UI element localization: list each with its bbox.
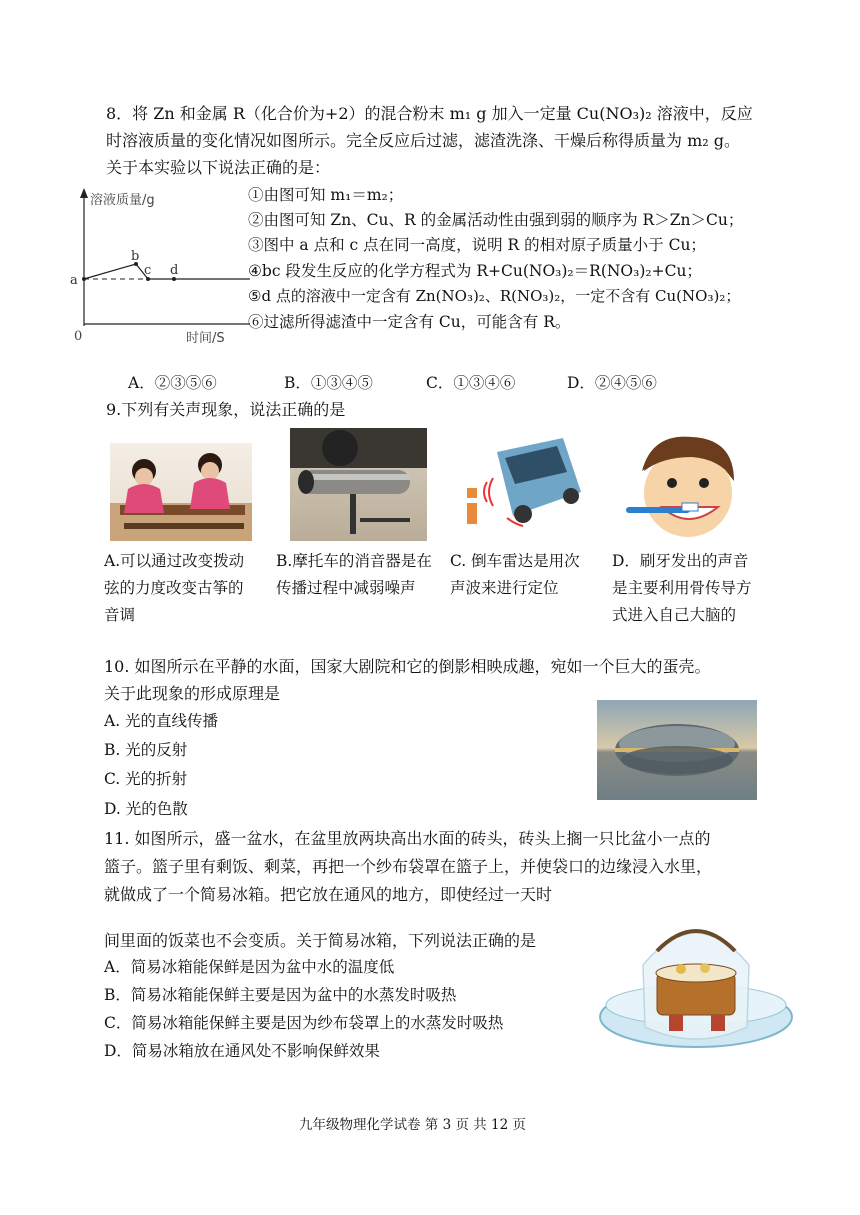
q8-line-2: 时溶液质量的变化情况如图所示。完全反应后过滤，滤渣洗涤、干燥后称得质量为 m₂ g。 xyxy=(106,131,741,150)
q8-option-a[interactable]: A．②③⑤⑥ xyxy=(128,374,217,392)
q8-option-d[interactable]: D．②④⑤⑥ xyxy=(567,374,657,392)
q11-option-b[interactable]: B．简易冰箱能保鲜主要是因为盆中的水蒸发时吸热 xyxy=(104,986,457,1004)
q9-stem: 9.下列有关声现象，说法正确的是 xyxy=(106,400,346,419)
q9-caption-d[interactable]: D．刷牙发出的声音是主要利用骨传导方式进入自己大脑的 xyxy=(612,552,752,624)
q11-option-a[interactable]: A．简易冰箱能保鲜是因为盆中水的温度低 xyxy=(104,958,395,976)
graph-point-a xyxy=(82,277,86,281)
q11-line-4: 间里面的饭菜也不会变质。关于简易冰箱，下列说法正确的是 xyxy=(104,931,537,950)
simple-fridge-image xyxy=(597,905,795,1063)
q9-caption-a[interactable]: A.可以通过改变拨动弦的力度改变古筝的音调 xyxy=(104,552,245,624)
q11-line-2: 篮子。篮子里有剩饭、剩菜，再把一个纱布袋罩在篮子上，并使袋口的边缘浸入水里， xyxy=(104,857,713,876)
q9-caption-b[interactable]: B.摩托车的消音器是在传播过程中减弱噪声 xyxy=(276,552,432,597)
q8-line-1: 8．将 Zn 和金属 R（化合价为+2）的混合粉末 m₁ g 加入一定量 Cu(NO₃)₂ 溶液中，反应 xyxy=(106,104,753,123)
graph-x-label: 时间/S xyxy=(186,331,225,346)
q8-statement-6: ⑥过滤所得滤渣中一定含有 Cu，可能含有 R。 xyxy=(248,313,571,331)
q11-option-d[interactable]: D．简易冰箱放在通风处不影响保鲜效果 xyxy=(104,1042,380,1060)
graph-label-a: a xyxy=(70,273,78,288)
q8-option-c[interactable]: C．①③④⑥ xyxy=(426,374,516,392)
page-footer: 九年级物理化学试卷 第 3 页 共 12 页 xyxy=(299,1117,527,1133)
brushing-teeth-image xyxy=(622,431,750,543)
q10-option-a[interactable]: A. 光的直线传播 xyxy=(104,712,219,730)
guzheng-photo xyxy=(110,443,252,541)
muffler-photo xyxy=(290,428,427,541)
q11-option-c[interactable]: C．简易冰箱能保鲜主要是因为纱布袋罩上的水蒸发时吸热 xyxy=(104,1014,504,1032)
q10-option-b[interactable]: B. 光的反射 xyxy=(104,741,188,759)
q8-statement-1: ①由图可知 m₁＝m₂； xyxy=(248,186,404,204)
q8-statement-3: ③图中 a 点和 c 点在同一高度，说明 R 的相对原子质量小于 Cu； xyxy=(248,236,706,254)
graph-label-d: d xyxy=(170,263,179,278)
q8-graph xyxy=(64,184,256,346)
q8-statement-5: ⑤d 点的溶液中一定含有 Zn(NO₃)₂、R(NO₃)₂，一定不含有 Cu(NO₃)₂； xyxy=(248,287,741,305)
q10-line-2: 关于此现象的形成原理是 xyxy=(104,684,281,703)
q11-line-1: 11. 如图所示，盛一盆水，在盆里放两块高出水面的砖头，砖头上搁一只比盆小一点的 xyxy=(104,829,711,848)
graph-y-label: 溶液质量/g xyxy=(90,193,155,208)
q10-option-d[interactable]: D. 光的色散 xyxy=(104,800,188,818)
q9-caption-c[interactable]: C. 倒车雷达是用次声波来进行定位 xyxy=(450,552,580,597)
q8-line-3: 关于本实验以下说法正确的是： xyxy=(106,158,331,177)
reverse-radar-image xyxy=(453,432,585,531)
grand-theatre-photo xyxy=(597,700,757,800)
q8-option-b[interactable]: B．①③④⑤ xyxy=(284,374,373,392)
q10-option-c[interactable]: C. 光的折射 xyxy=(104,770,188,788)
graph-origin-label: 0 xyxy=(74,329,83,344)
graph-label-c: c xyxy=(144,263,152,278)
graph-label-b: b xyxy=(131,249,140,264)
q8-statement-2: ②由图可知 Zn、Cu、R 的金属活动性由强到弱的顺序为 R＞Zn＞Cu； xyxy=(248,211,744,229)
q11-line-3: 就做成了一个简易冰箱。把它放在通风的地方，即使经过一天时 xyxy=(104,885,553,904)
graph-segment-ab xyxy=(84,264,136,279)
q8-statement-4: ④bc 段发生反应的化学方程式为 R+Cu(NO₃)₂＝R(NO₃)₂+Cu； xyxy=(248,262,702,280)
graph-y-arrow-icon xyxy=(80,188,88,198)
q10-line-1: 10. 如图所示在平静的水面，国家大剧院和它的倒影相映成趣，宛如一个巨大的蛋壳。 xyxy=(104,657,711,676)
